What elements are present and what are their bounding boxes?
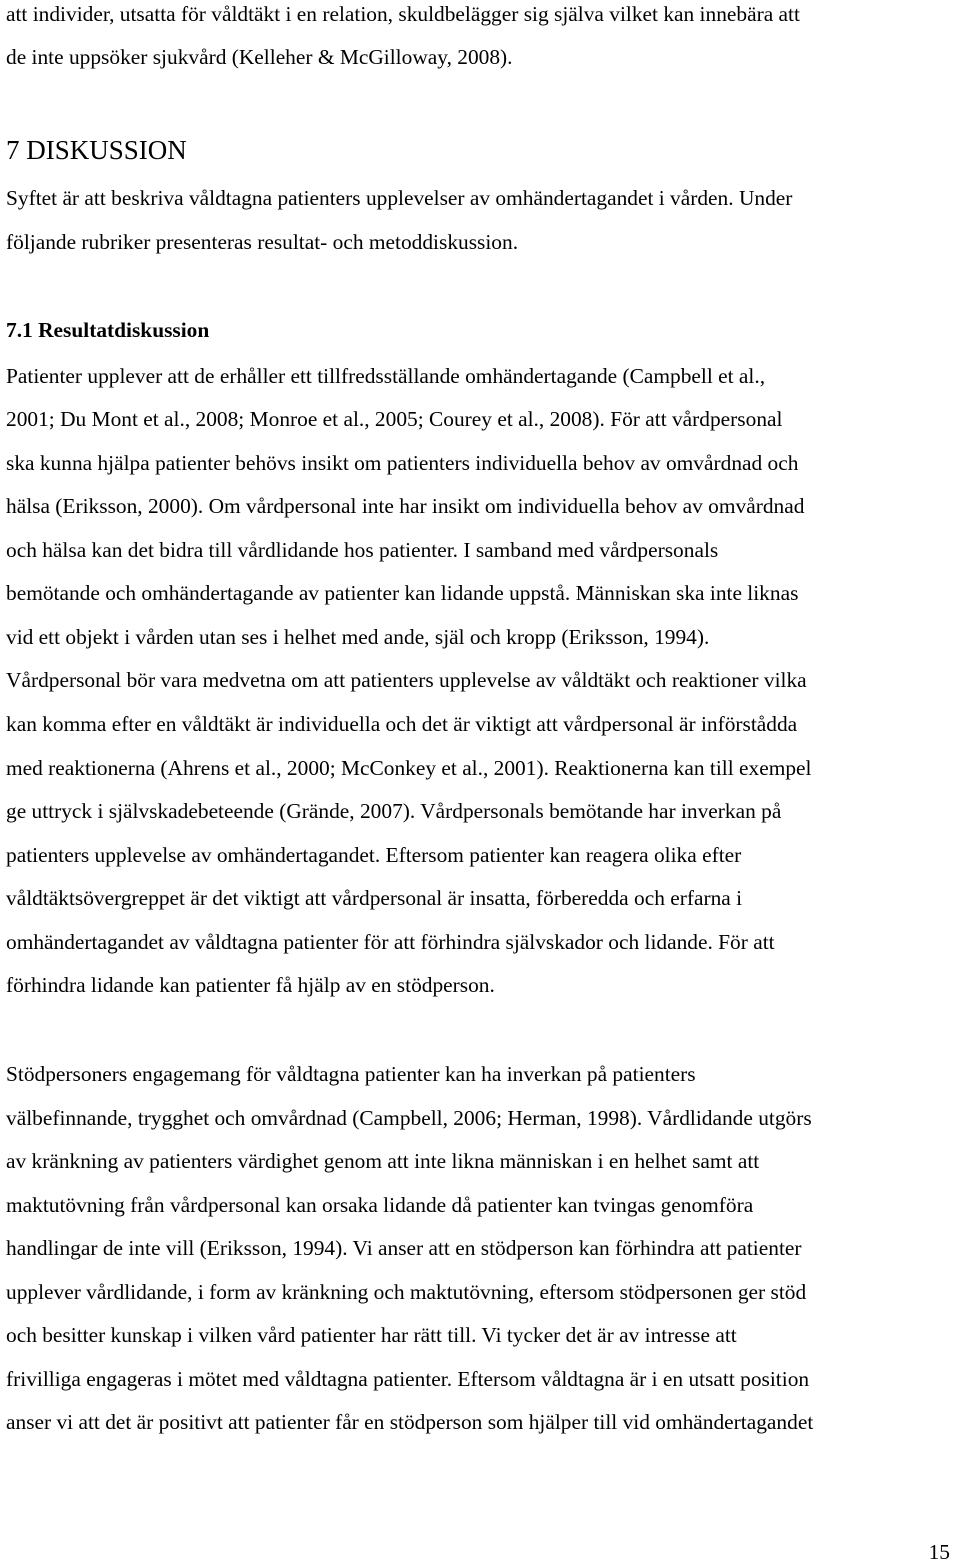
paragraph1-line-12: patienters upplevelse av omhändertagandet. Eftersom patienter kan reagera olika efter — [6, 843, 742, 867]
paragraph1-line-5: och hälsa kan det bidra till vårdlidande hos patienter. I samband med vårdpersonals — [6, 538, 719, 562]
paragraph2-line-7: och besitter kunskap i vilken vård patienter har rätt till. Vi tycker det är av intresse att — [6, 1323, 737, 1347]
paragraph2-line-1: Stödpersoners engagemang för våldtagna patienter kan ha inverkan på patienters — [6, 1062, 696, 1086]
paragraph1-line-1: Patienter upplever att de erhåller ett tillfredsställande omhändertagande (Campbell et al., — [6, 364, 766, 388]
paragraph1-line-2: 2001; Du Mont et al., 2008; Monroe et al., 2005; Courey et al., 2008). För att vårdpersonal — [6, 407, 783, 431]
paragraph1-line-6: bemötande och omhändertagande av patienter kan lidande uppstå. Människan ska inte liknas — [6, 581, 799, 605]
paragraph1-line-3: ska kunna hjälpa patienter behövs insikt om patienters individuella behov av omvårdnad och — [6, 451, 799, 475]
paragraph1-line-10: med reaktionerna (Ahrens et al., 2000; McConkey et al., 2001). Reaktionerna kan till exempel — [6, 756, 812, 780]
paragraph1-line-8: Vårdpersonal bör vara medvetna om att patienters upplevelse av våldtäkt och reaktioner vilka — [6, 668, 807, 692]
paragraph1-line-15: förhindra lidande kan patienter få hjälp av en stödperson. — [6, 973, 495, 997]
paragraph1-line-14: omhändertagandet av våldtagna patienter för att förhindra självskador och lidande. För att — [6, 930, 775, 954]
paragraph2-line-3: av kränkning av patienters värdighet genom att inte likna människan i en helhet samt att — [6, 1149, 760, 1173]
paragraph1-line-4: hälsa (Eriksson, 2000). Om vårdpersonal inte har insikt om individuella behov av omvårdnad — [6, 494, 805, 518]
paragraph2-line-2: välbefinnande, trygghet och omvårdnad (Campbell, 2006; Herman, 1998). Vårdlidande utgörs — [6, 1106, 812, 1130]
paragraph1-line-13: våldtäktsövergreppet är det viktigt att vårdpersonal är insatta, förberedda och erfarna i — [6, 886, 743, 910]
page-number: 15 — [928, 1540, 950, 1564]
paragraph1-line-11: ge uttryck i självskadebeteende (Grände, 2007). Vårdpersonals bemötande har inverkan på — [6, 799, 782, 823]
section-line-2: följande rubriker presenteras resultat- och metoddiskussion. — [6, 230, 519, 254]
paragraph1-line-7: vid ett objekt i vården utan ses i helhet med ande, själ och kropp (Eriksson, 1994). — [6, 625, 710, 649]
intro-line-2: de inte uppsöker sjukvård (Kelleher & McGilloway, 2008). — [6, 45, 513, 69]
section-line-1: Syftet är att beskriva våldtagna patienters upplevelser av omhändertagandet i vården. Under — [6, 186, 793, 210]
paragraph2-line-6: upplever vårdlidande, i form av kränkning och maktutövning, eftersom stödpersonen ger stöd — [6, 1280, 807, 1304]
intro-line-1: att individer, utsatta för våldtäkt i en relation, skuldbelägger sig själva vilket kan innebära att — [6, 2, 800, 26]
paragraph2-line-4: maktutövning från vårdpersonal kan orsaka lidande då patienter kan tvingas genomföra — [6, 1193, 754, 1217]
document-page — [6, 0, 960, 1564]
paragraph2-line-9: anser vi att det är positivt att patienter får en stödperson som hjälper till vid omhändertagandet — [6, 1410, 814, 1434]
paragraph1-line-9: kan komma efter en våldtäkt är individuella och det är viktigt att vårdpersonal är införstådda — [6, 712, 798, 736]
paragraph2-line-8: frivilliga engageras i mötet med våldtagna patienter. Eftersom våldtagna är i en utsatt position — [6, 1367, 810, 1391]
section-heading: 7 DISKUSSION — [6, 135, 187, 165]
paragraph2-line-5: handlingar de inte vill (Eriksson, 1994). Vi anser att en stödperson kan förhindra att patienter — [6, 1236, 802, 1260]
subsection-heading: 7.1 Resultatdiskussion — [6, 318, 210, 342]
